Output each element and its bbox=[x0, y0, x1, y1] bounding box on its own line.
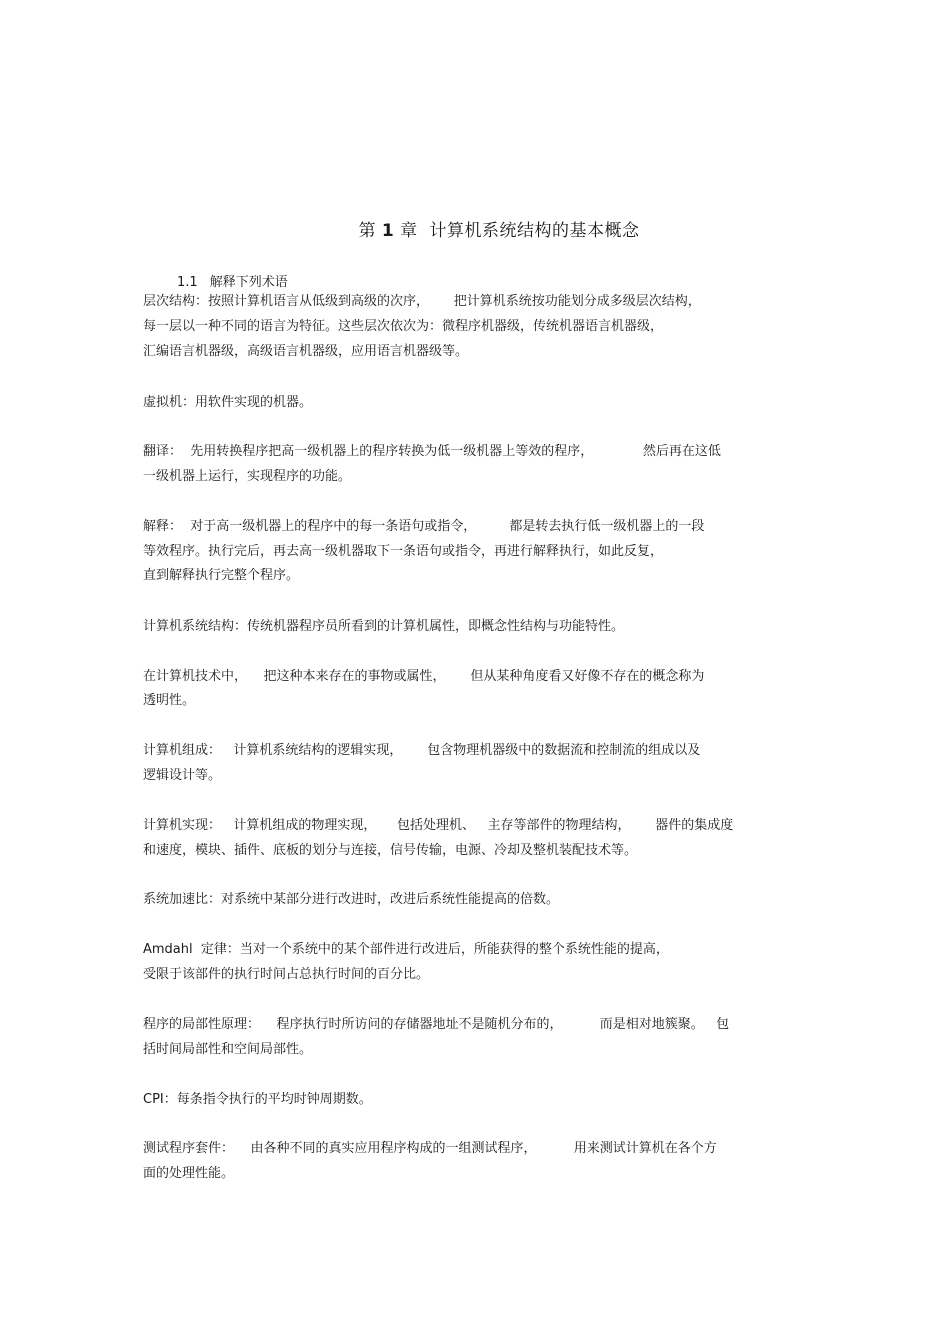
text-line: 虚拟机：用软件实现的机器。 bbox=[143, 395, 313, 410]
chapter-title bbox=[0, 216, 950, 241]
chapter-suffix: 章 bbox=[400, 221, 418, 241]
text-line: 层次结构：按照计算机语言从低级到高级的次序， 把计算机系统按功能划分成多级层次结构， bbox=[143, 294, 701, 309]
text-line: 透明性。 bbox=[143, 693, 196, 708]
text-line: CPI：每条指令执行的平均时钟周期数。 bbox=[143, 1092, 372, 1107]
chapter-prefix: 第 bbox=[358, 221, 377, 241]
text-line: Amdahl 定律：当对一个系统中的某个部件进行改进后，所能获得的整个系统性能的提高， bbox=[143, 942, 669, 957]
section-heading bbox=[177, 271, 288, 290]
text-line: 测试程序套件： 由各种不同的真实应用程序构成的一组测试程序， 用来测试计算机在各个方 bbox=[143, 1141, 717, 1156]
text-line: 和速度，模块、插件、底板的划分与连接，信号传输，电源、冷却及整机装配技术等。 bbox=[143, 843, 638, 858]
text-line: 面的处理性能。 bbox=[143, 1166, 235, 1181]
text-line: 直到解释执行完整个程序。 bbox=[143, 568, 300, 583]
text-line: 系统加速比：对系统中某部分进行改进时，改进后系统性能提高的倍数。 bbox=[143, 892, 560, 907]
text-line: 计算机组成： 计算机系统结构的逻辑实现， 包含物理机器级中的数据流和控制流的组成以及 bbox=[143, 743, 701, 758]
section-title: 解释下列术语 bbox=[209, 275, 288, 290]
chapter-title-text: 计算机系统结构的基本概念 bbox=[429, 221, 640, 241]
text-line: 解释： 对于高一级机器上的程序中的每一条语句或指令， 都是转去执行低一级机器上的一段 bbox=[143, 519, 705, 534]
text-line: 等效程序。执行完后，再去高一级机器取下一条语句或指令，再进行解释执行，如此反复， bbox=[143, 544, 664, 559]
text-line: 汇编语言机器级，高级语言机器级，应用语言机器级等。 bbox=[143, 344, 469, 359]
section-number: 1.1 bbox=[177, 275, 198, 290]
text-line: 括时间局部性和空间局部性。 bbox=[143, 1042, 313, 1057]
text-line: 一级机器上运行，实现程序的功能。 bbox=[143, 469, 352, 484]
text-line: 计算机实现： 计算机组成的物理实现， 包括处理机、 主存等部件的物理结构， 器件的集成度 bbox=[143, 818, 734, 833]
text-line: 计算机系统结构：传统机器程序员所看到的计算机属性，即概念性结构与功能特性。 bbox=[143, 619, 625, 634]
text-line: 每一层以一种不同的语言为特征。这些层次依次为：微程序机器级，传统机器语言机器级， bbox=[143, 319, 664, 334]
text-line: 程序的局部性原理： 程序执行时所访问的存储器地址不是随机分布的， 而是相对地簇聚。 包 bbox=[143, 1017, 730, 1032]
chapter-number: 1 bbox=[381, 221, 395, 241]
text-line: 翻译： 先用转换程序把高一级机器上的程序转换为低一级机器上等效的程序， 然后再在这低 bbox=[143, 444, 721, 459]
text-line: 逻辑设计等。 bbox=[143, 768, 222, 783]
text-line: 受限于该部件的执行时间占总执行时间的百分比。 bbox=[143, 967, 430, 982]
text-line: 在计算机技术中， 把这种本来存在的事物或属性， 但从某种角度看又好像不存在的概念称为 bbox=[143, 669, 705, 684]
